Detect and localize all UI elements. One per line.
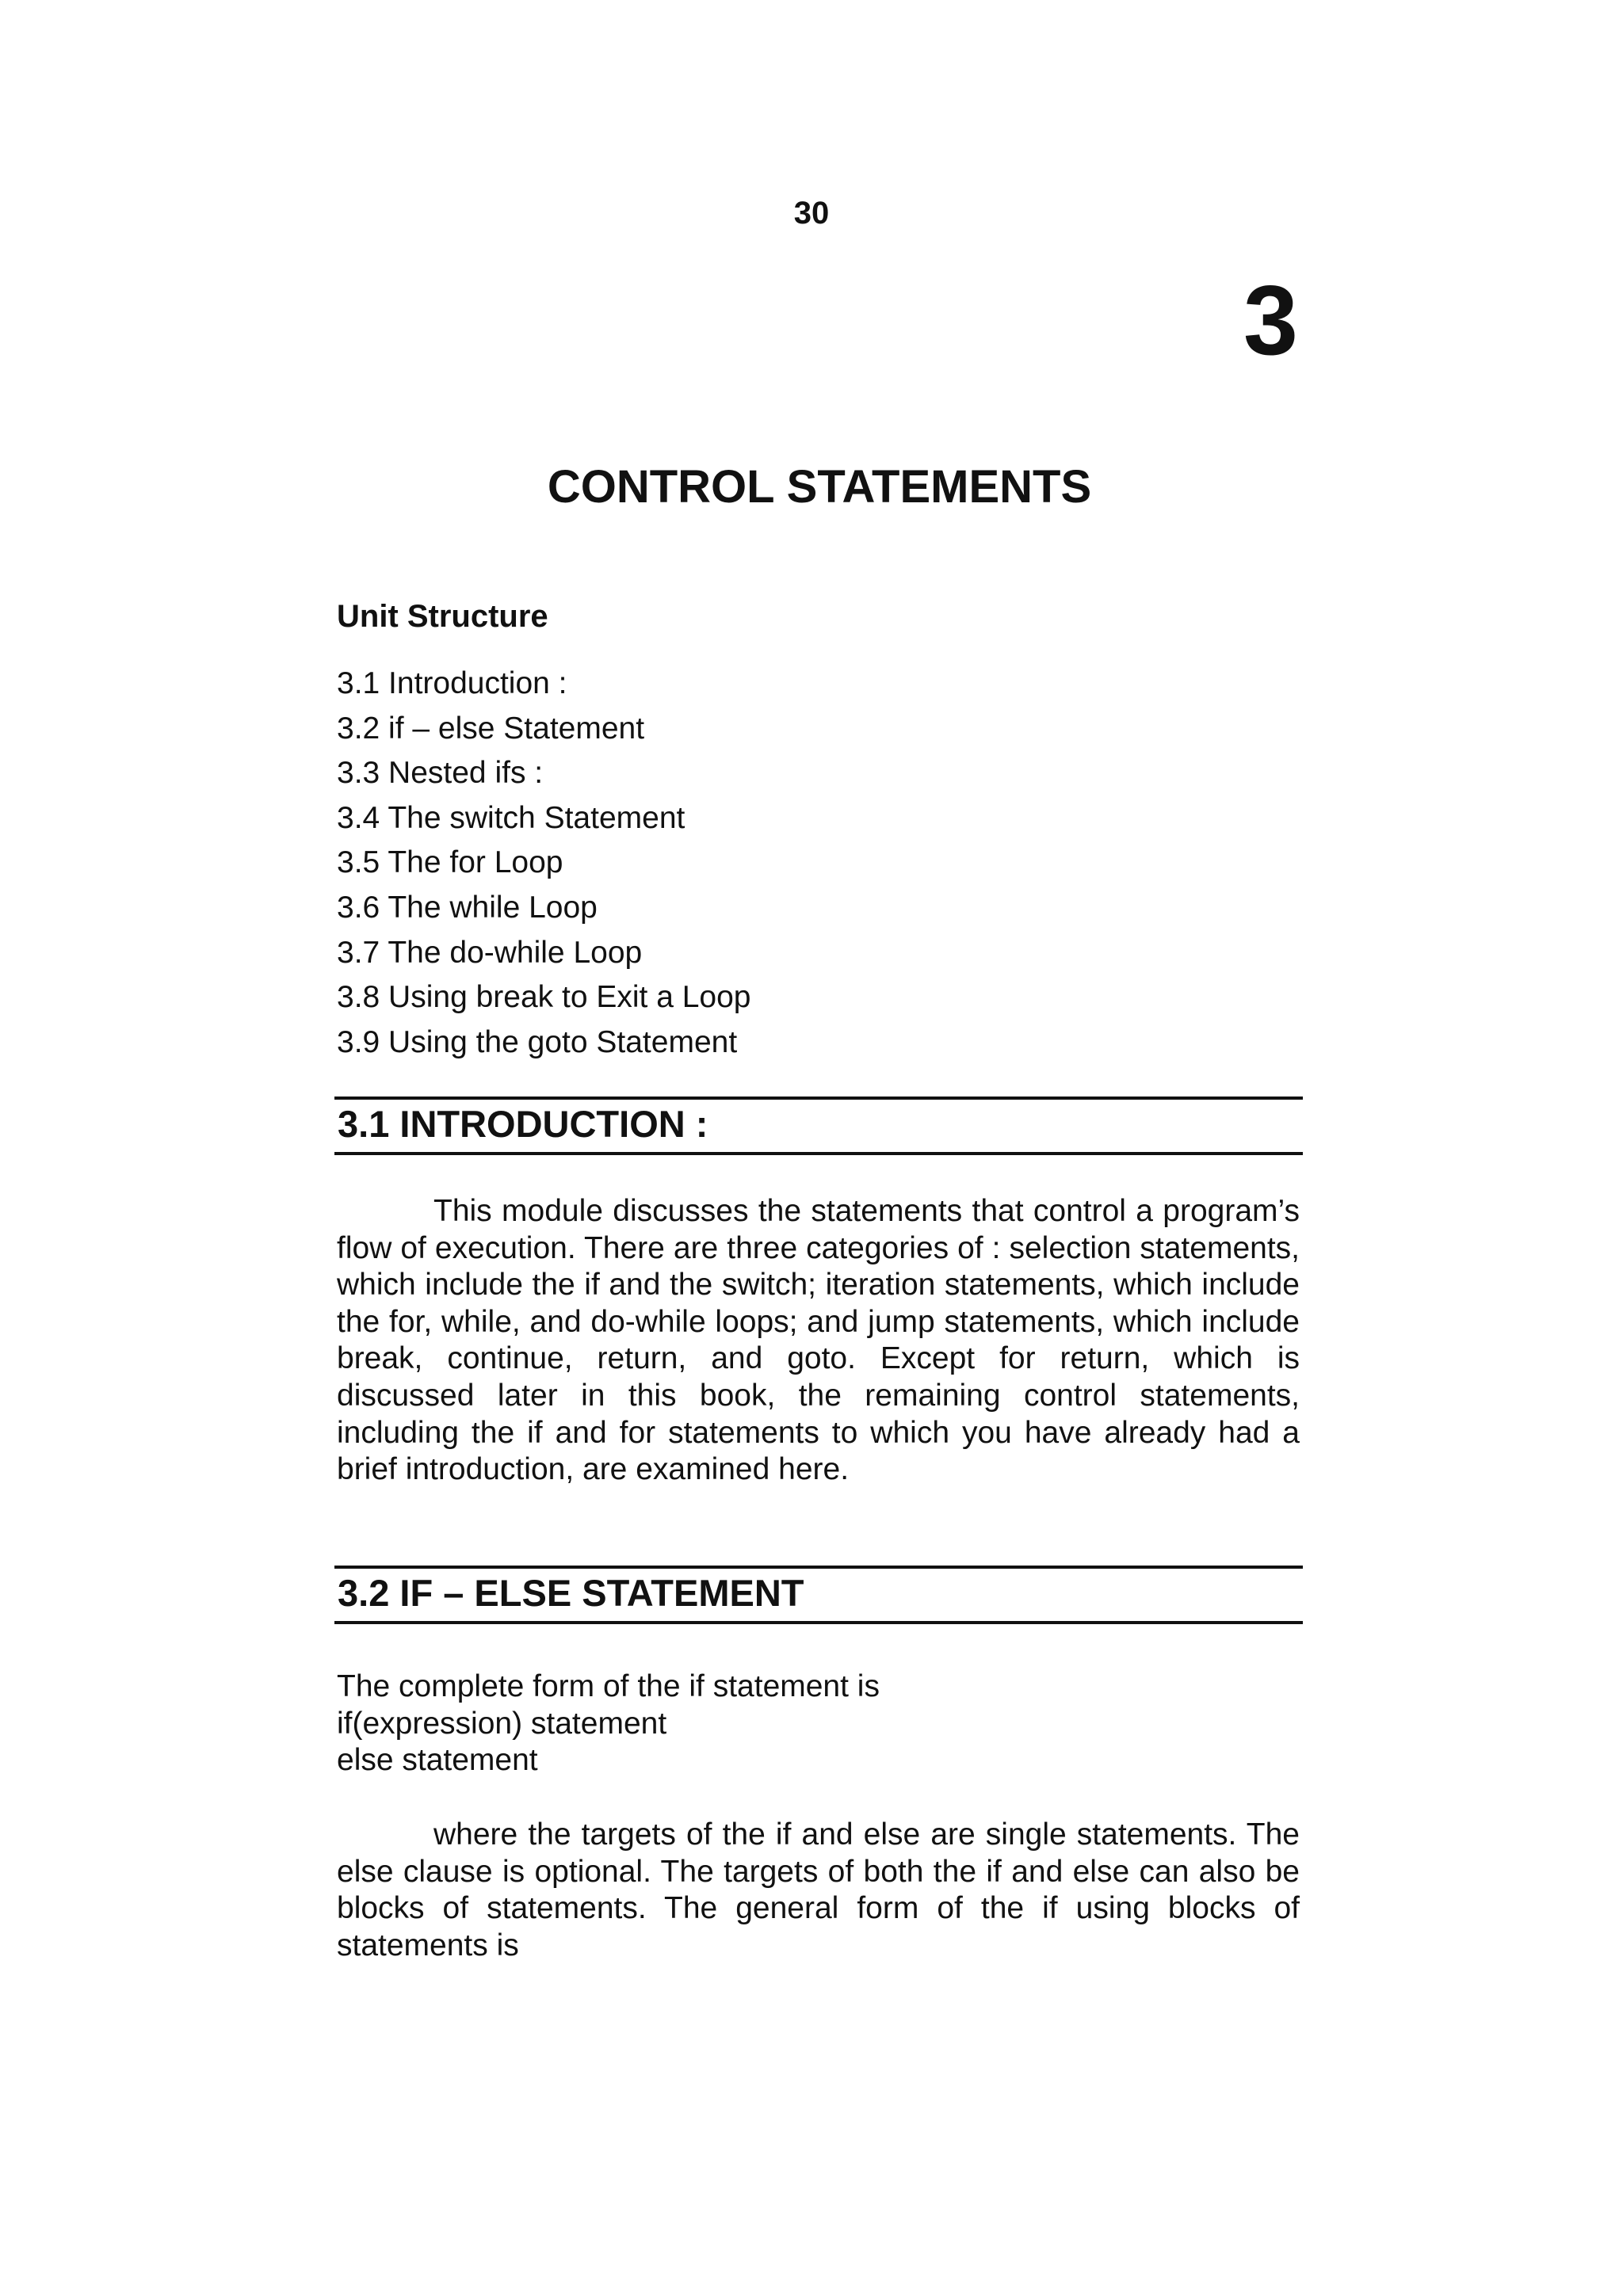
- toc-item: 3.6 The while Loop: [337, 890, 598, 925]
- toc-item: 3.1 Introduction :: [337, 666, 567, 700]
- toc-item: 3.3 Nested ifs :: [337, 756, 544, 791]
- toc-item: 3.8 Using break to Exit a Loop: [337, 980, 751, 1015]
- form-line: if(expression) statement: [337, 1706, 667, 1741]
- section-heading-if-else: 3.2 IF – ELSE STATEMENT: [334, 1566, 1303, 1624]
- chapter-number: 3: [1243, 266, 1298, 376]
- form-line: The complete form of the if statement is: [337, 1669, 880, 1703]
- form-line: else statement: [337, 1743, 538, 1778]
- toc-item: 3.4 The switch Statement: [337, 800, 685, 835]
- unit-structure-list: [337, 662, 1300, 1065]
- toc-item: 3.2 if – else Statement: [337, 711, 645, 746]
- toc-item: 3.7 The do-while Loop: [337, 935, 643, 970]
- introduction-paragraph: This module discusses the statements that control a program’s flow of execution. There are three categories of : selection statements, which include the if and the switch; iteration statements, which include the for, while, and do-while loops; and jump statements, which include break, continue, return, and goto. Except for return, which is discussed later in this book, the remaining control statements, including the if and for statements to which you have already had a brief introduction, are examined here.: [337, 1194, 1300, 1487]
- chapter-title: CONTROL STATEMENTS: [547, 461, 1092, 513]
- section-heading-introduction: 3.1 INTRODUCTION :: [334, 1097, 1303, 1155]
- unit-structure-heading: Unit Structure: [337, 599, 548, 634]
- toc-item: 3.5 The for Loop: [337, 845, 563, 880]
- page-number: 30: [793, 196, 830, 231]
- toc-item: 3.9 Using the goto Statement: [337, 1024, 738, 1059]
- if-statement-form: [337, 1669, 1300, 1779]
- if-else-paragraph: where the targets of the if and else are single statements. The else clause is optional. The targets of both the if and else can also be blocks of statements. The general form of the if using blocks of statements is: [337, 1817, 1300, 1962]
